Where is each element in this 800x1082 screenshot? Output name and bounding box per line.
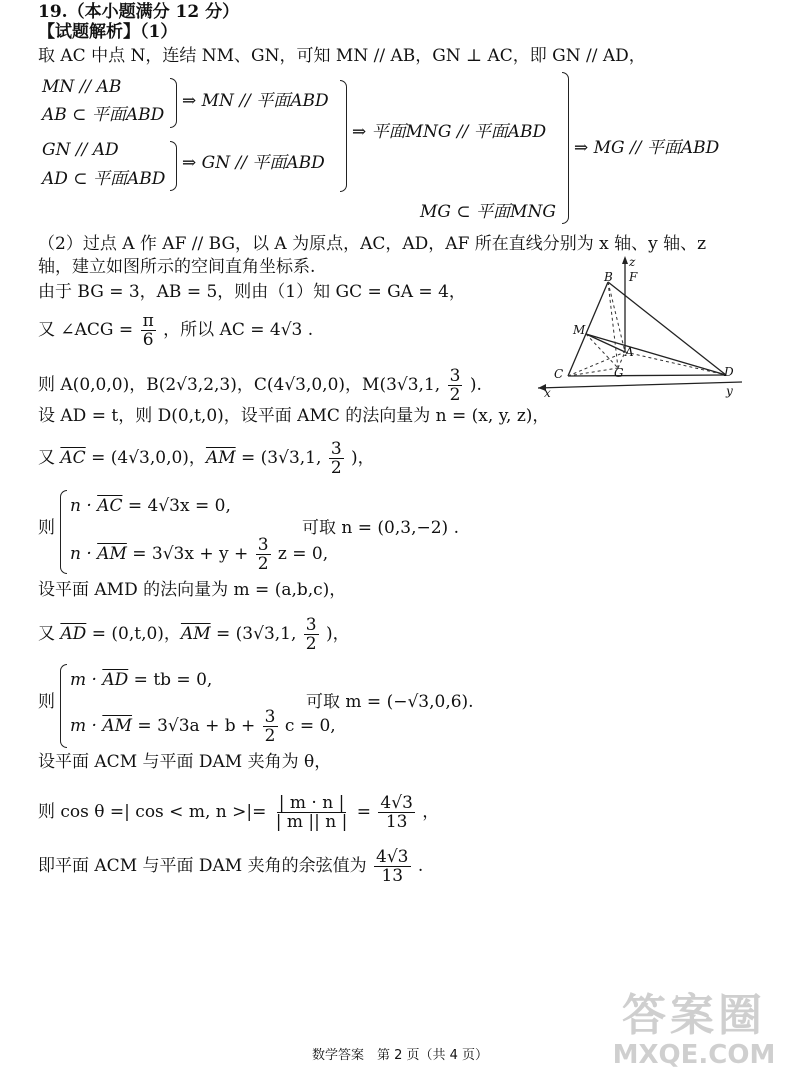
label-f: F xyxy=(629,270,638,284)
label-x: x xyxy=(544,386,551,400)
solution-heading: 【试题解析】（1） xyxy=(38,22,178,42)
part1-conclusion: ⇒ MG // 平面ABD xyxy=(574,138,720,158)
system2-eq1: $m \cdot \overline{AD}$ = tb = 0, xyxy=(70,670,213,690)
group2-premise-2: AD ⊂ 平面ABD xyxy=(42,169,166,189)
edge-bg xyxy=(608,282,618,368)
label-y: y xyxy=(726,384,733,398)
group1-premise-1: MN // AB xyxy=(42,77,122,97)
watermark-url: MXQE.COM xyxy=(612,1040,776,1070)
system1-eq1: $n \cdot \overline{AC} = 4√3x = 0$, xyxy=(70,496,231,516)
edge-md xyxy=(586,334,726,375)
mid-result: ⇒ 平面MNG // 平面ABD xyxy=(352,122,547,142)
coordinates-line: 则 A(0,0,0)，B(2√3,2,3)，C(4√3,0,0)，M(3√3,1, $\frac{3}{2}$ ). xyxy=(38,366,482,405)
final-brace xyxy=(562,72,569,224)
system2-eq2: $m \cdot \overline{AM} = 3√3a + b$ + $\frac{3}{2}$ c = 0, xyxy=(70,707,336,746)
system1-prefix: 则 xyxy=(38,518,55,538)
label-b: B xyxy=(604,270,613,284)
part2-line-1: （2）过点 A 作 AF // BG，以 A 为原点，AC，AD，AF 所在直线分别为 x 轴、y 轴、z xyxy=(38,234,707,254)
mg-condition: MG ⊂ 平面MNG xyxy=(420,202,556,222)
system2-brace xyxy=(60,664,67,748)
group1-premise-2: AB ⊂ 平面ABD xyxy=(42,105,165,125)
page-footer: 数学答案 第 2 页（共 4 页） xyxy=(311,1048,489,1063)
cosine-computation: 则 cos θ =| cos < m, n >|= $\frac{| m \cdot n |}{| m || n |}$ = $\frac{4√3}{13}$ ， xyxy=(38,793,440,832)
edge-bd xyxy=(608,282,726,375)
vectors-line-2: 又 $\overline{AD} = (0,t,0)$，$\overline{AM} = (3√3,1$, $\frac{3}{2}$ )， xyxy=(38,615,350,654)
part2-line-3: 由于 BG = 3，AB = 5，则由（1）知 GC = GA = 4， xyxy=(38,282,466,302)
normal-m-result: 可取 m = (−√3,0,6). xyxy=(306,692,474,712)
label-z: z xyxy=(629,255,636,269)
y-axis-line xyxy=(538,382,742,388)
vectors-line-1: 又 $\overline{AC} = (4√3,0,0)$，$\overline{AM} = (3√3,1$, $\frac{3}{2}$ )， xyxy=(38,439,375,478)
mid-brace xyxy=(340,80,347,192)
group2-result: ⇒ GN // 平面ABD xyxy=(182,153,325,173)
group2-brace xyxy=(170,141,177,191)
label-c: C xyxy=(554,367,564,381)
part2-line-2: 轴，建立如图所示的空间直角坐标系. xyxy=(38,257,316,277)
problem-number: 19.（本小题满分 12 分） xyxy=(38,2,240,22)
edge-cg xyxy=(568,368,618,376)
label-g: G xyxy=(614,366,624,380)
angle-setup: 设平面 ACM 与平面 DAM 夹角为 θ， xyxy=(38,752,332,772)
z-axis-arrow xyxy=(622,256,628,264)
group2-premise-1: GN // AD xyxy=(42,140,119,160)
label-d: D xyxy=(724,365,734,379)
normal-n-result: 可取 n = (0,3,−2) . xyxy=(302,518,459,538)
part2-line-4: 又 ∠ACG = $\frac{\pi}{6}$ ，所以 AC = 4√3 . xyxy=(38,311,314,350)
edge-ma xyxy=(586,334,625,352)
edge-cd xyxy=(568,375,726,376)
watermark-title: 答案圈 xyxy=(622,990,766,1041)
label-m: M xyxy=(573,323,586,337)
normal-n-setup: 设 AD = t，则 D(0,t,0)，设平面 AMC 的法向量为 n = (x, y, z)， xyxy=(38,406,550,426)
watermark xyxy=(594,992,794,1078)
group1-brace xyxy=(170,78,177,128)
system2-prefix: 则 xyxy=(38,692,55,712)
coordinate-figure xyxy=(528,252,758,402)
normal-m-setup: 设平面 AMD 的法向量为 m = (a,b,c)， xyxy=(38,580,347,600)
group1-result: ⇒ MN // 平面ABD xyxy=(182,91,329,111)
label-a: A xyxy=(625,345,634,359)
part1-intro: 取 AC 中点 N，连结 NM、GN，可知 MN // AB，GN ⊥ AC，即 GN // AD， xyxy=(38,46,646,66)
system1-eq2: $n \cdot \overline{AM} = 3√3x + y$ + $\frac{3}{2}$ z = 0, xyxy=(70,535,329,574)
final-answer: 即平面 ACM 与平面 DAM 夹角的余弦值为 $\frac{4√3}{13}$ . xyxy=(38,847,424,886)
system1-brace xyxy=(60,490,67,574)
